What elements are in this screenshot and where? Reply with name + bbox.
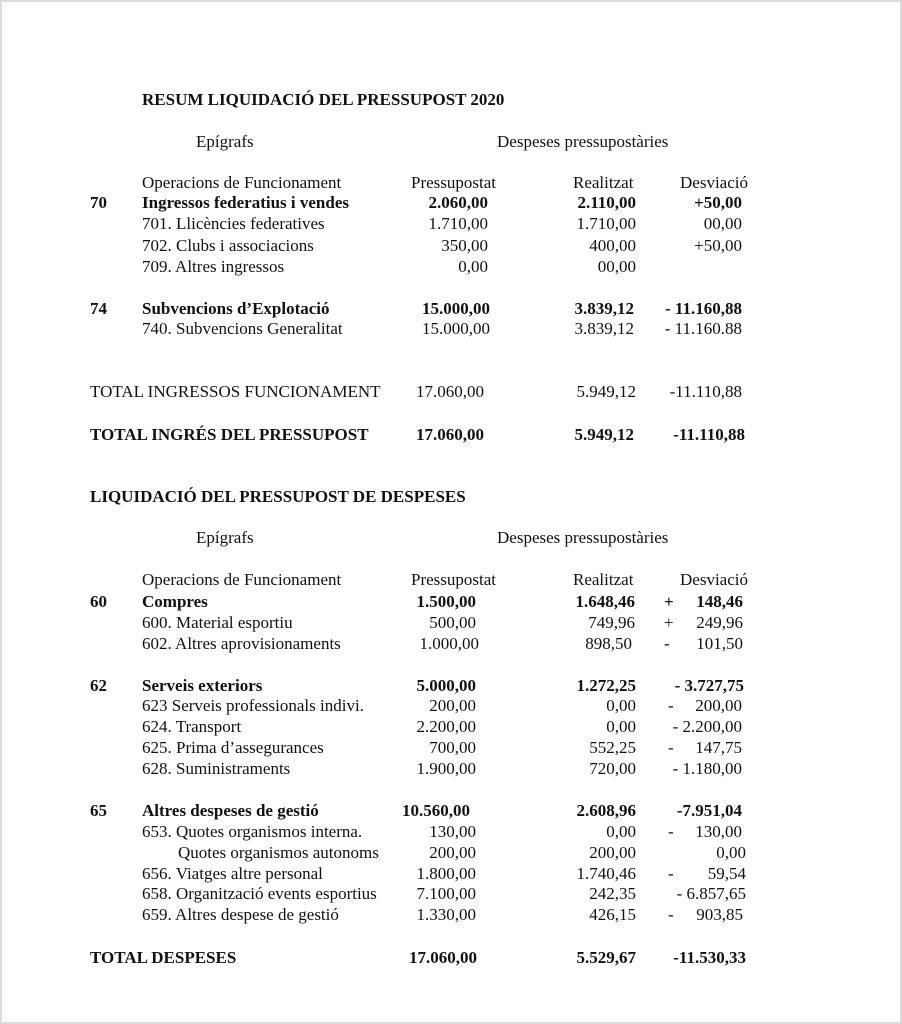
budget-value: 700,00 (429, 738, 476, 757)
deviation-value: 249,96 (696, 613, 743, 632)
deviation-value: 101,50 (696, 634, 743, 653)
deviation-sign: - (668, 864, 674, 883)
budget-value: 7.100,00 (416, 884, 476, 903)
budget-value: 1.710,00 (428, 214, 488, 233)
deviation-value: -11.110,88 (669, 382, 742, 401)
line-name: 653. Quotes organismos interna. (142, 822, 363, 841)
deviation-value: 0,00 (716, 843, 746, 862)
line-name: 740. Subvencions Generalitat (142, 319, 343, 338)
line-name: Quotes organismos autonoms (178, 843, 379, 862)
line-name: 701. Llicències federatives (142, 214, 325, 233)
actual-value: 1.740,46 (576, 864, 636, 883)
group-code: 74 (90, 299, 107, 318)
budget-value: 2.060,00 (428, 193, 488, 212)
group-code: 60 (90, 592, 107, 611)
actual-value: 898,50 (585, 634, 632, 653)
budget-value: 15.000,00 (422, 319, 490, 338)
actual-value: 5.529,67 (576, 948, 636, 967)
budget-value: 1.800,00 (416, 864, 476, 883)
actual-value: 2.110,00 (577, 193, 636, 212)
deviation-sign: - (668, 905, 674, 924)
expenses-desviacio-header: Desviació (680, 570, 748, 589)
income-epigrafs-header: Epígrafs (196, 132, 254, 151)
line-name: 625. Prima d’assegurances (142, 738, 324, 757)
actual-value: 0,00 (606, 696, 636, 715)
line-name: 709. Altres ingressos (142, 257, 285, 276)
line-name: 628. Suministraments (142, 759, 291, 778)
actual-value: 2.608,96 (576, 801, 636, 820)
budget-value: 0,00 (458, 257, 488, 276)
budget-value: 2.200,00 (416, 717, 476, 736)
expenses-ops-label: Operacions de Funcionament (142, 570, 342, 589)
group-name: Compres (142, 592, 208, 611)
budget-value: 15.000,00 (422, 299, 490, 318)
budget-value: 1.000,00 (419, 634, 479, 653)
deviation-value: - 6.857,65 (676, 884, 746, 903)
budget-value: 17.060,00 (416, 425, 484, 444)
budget-value: 130,00 (429, 822, 476, 841)
deviation-sign: + (664, 613, 674, 632)
income-desviacio-header: Desviació (680, 173, 748, 192)
total-label: TOTAL DESPESES (90, 948, 237, 967)
budget-value: 1.500,00 (416, 592, 476, 611)
income-despeses-header: Despeses pressupostàries (497, 132, 669, 151)
actual-value: 552,25 (589, 738, 636, 757)
line-name: 623 Serveis professionals indivi. (142, 696, 364, 715)
budget-value: 1.330,00 (416, 905, 476, 924)
total-label: TOTAL INGRESSOS FUNCIONAMENT (90, 382, 381, 401)
deviation-value: - 1.180,00 (672, 759, 742, 778)
budget-value: 500,00 (429, 613, 476, 632)
deviation-value: 130,00 (695, 822, 742, 841)
deviation-value: 59,54 (707, 864, 746, 883)
line-name: 624. Transport (142, 717, 242, 736)
income-pressupostat-header: Pressupostat (411, 173, 496, 192)
line-name: 702. Clubs i associacions (142, 236, 314, 255)
actual-value: 200,00 (589, 843, 636, 862)
deviation-sign: - (664, 634, 670, 653)
deviation-value: - 11.160.88 (664, 319, 742, 338)
deviation-value: 148,46 (696, 592, 743, 611)
expenses-pressupostat-header: Pressupostat (411, 570, 496, 589)
budget-value: 200,00 (429, 843, 476, 862)
deviation-value: -11.110,88 (673, 425, 745, 444)
income-title: RESUM LIQUIDACIÓ DEL PRESSUPOST 2020 (142, 90, 505, 109)
deviation-value: -7.951,04 (676, 801, 742, 820)
expenses-epigrafs-header: Epígrafs (196, 528, 254, 547)
income-ops-label: Operacions de Funcionament (142, 173, 342, 192)
actual-value: 720,00 (589, 759, 636, 778)
actual-value: 00,00 (597, 257, 636, 276)
actual-value: 3.839,12 (574, 299, 634, 318)
group-name: Subvencions d’Explotació (142, 299, 330, 318)
budget-value: 17.060,00 (416, 382, 484, 401)
budget-value: 5.000,00 (416, 676, 476, 695)
expenses-title: LIQUIDACIÓ DEL PRESSUPOST DE DESPESES (90, 487, 466, 506)
actual-value: 426,15 (589, 905, 636, 924)
expenses-realitzat-header: Realitzat (573, 570, 634, 589)
actual-value: 242,35 (589, 884, 636, 903)
budget-value: 1.900,00 (416, 759, 476, 778)
budget-value: 350,00 (441, 236, 488, 255)
actual-value: 3.839,12 (574, 319, 634, 338)
group-code: 65 (90, 801, 107, 820)
actual-value: 0,00 (606, 717, 636, 736)
deviation-sign: - (668, 822, 674, 841)
line-name: 658. Organització events esportius (142, 884, 377, 903)
actual-value: 1.648,46 (575, 592, 635, 611)
group-name: Ingressos federatius i vendes (142, 193, 349, 212)
expenses-despeses-header: Despeses pressupostàries (497, 528, 669, 547)
deviation-sign: - (668, 696, 674, 715)
budget-value: 17.060,00 (409, 948, 477, 967)
budget-value: 200,00 (429, 696, 476, 715)
line-name: 602. Altres aprovisionaments (142, 634, 341, 653)
deviation-value: - 3.727,75 (674, 676, 744, 695)
actual-value: 1.272,25 (576, 676, 636, 695)
deviation-value: 200,00 (695, 696, 742, 715)
deviation-value: +50,00 (694, 236, 742, 255)
actual-value: 0,00 (606, 822, 636, 841)
line-name: 659. Altres despese de gestió (142, 905, 339, 924)
deviation-sign: + (664, 592, 674, 611)
budget-value: 10.560,00 (402, 801, 470, 820)
line-name: 656. Viatges altre personal (142, 864, 323, 883)
actual-value: 1.710,00 (576, 214, 636, 233)
deviation-value: -11.530,33 (673, 948, 746, 967)
actual-value: 5.949,12 (574, 425, 634, 444)
income-realitzat-header: Realitzat (573, 173, 634, 192)
group-code: 70 (90, 193, 107, 212)
deviation-value: - 2.200,00 (672, 717, 742, 736)
deviation-value: - 11.160,88 (665, 299, 742, 318)
actual-value: 5.949,12 (576, 382, 636, 401)
deviation-value: 147,75 (695, 738, 742, 757)
actual-value: 400,00 (589, 236, 636, 255)
actual-value: 749,96 (588, 613, 635, 632)
total-label: TOTAL INGRÉS DEL PRESSUPOST (90, 425, 369, 444)
group-name: Serveis exteriors (142, 676, 263, 695)
deviation-value: 903,85 (696, 905, 743, 924)
deviation-value: +50,00 (694, 193, 742, 212)
group-name: Altres despeses de gestió (142, 801, 319, 820)
line-name: 600. Material esportiu (142, 613, 293, 632)
group-code: 62 (90, 676, 107, 695)
deviation-value: 00,00 (703, 214, 742, 233)
deviation-sign: - (668, 738, 674, 757)
